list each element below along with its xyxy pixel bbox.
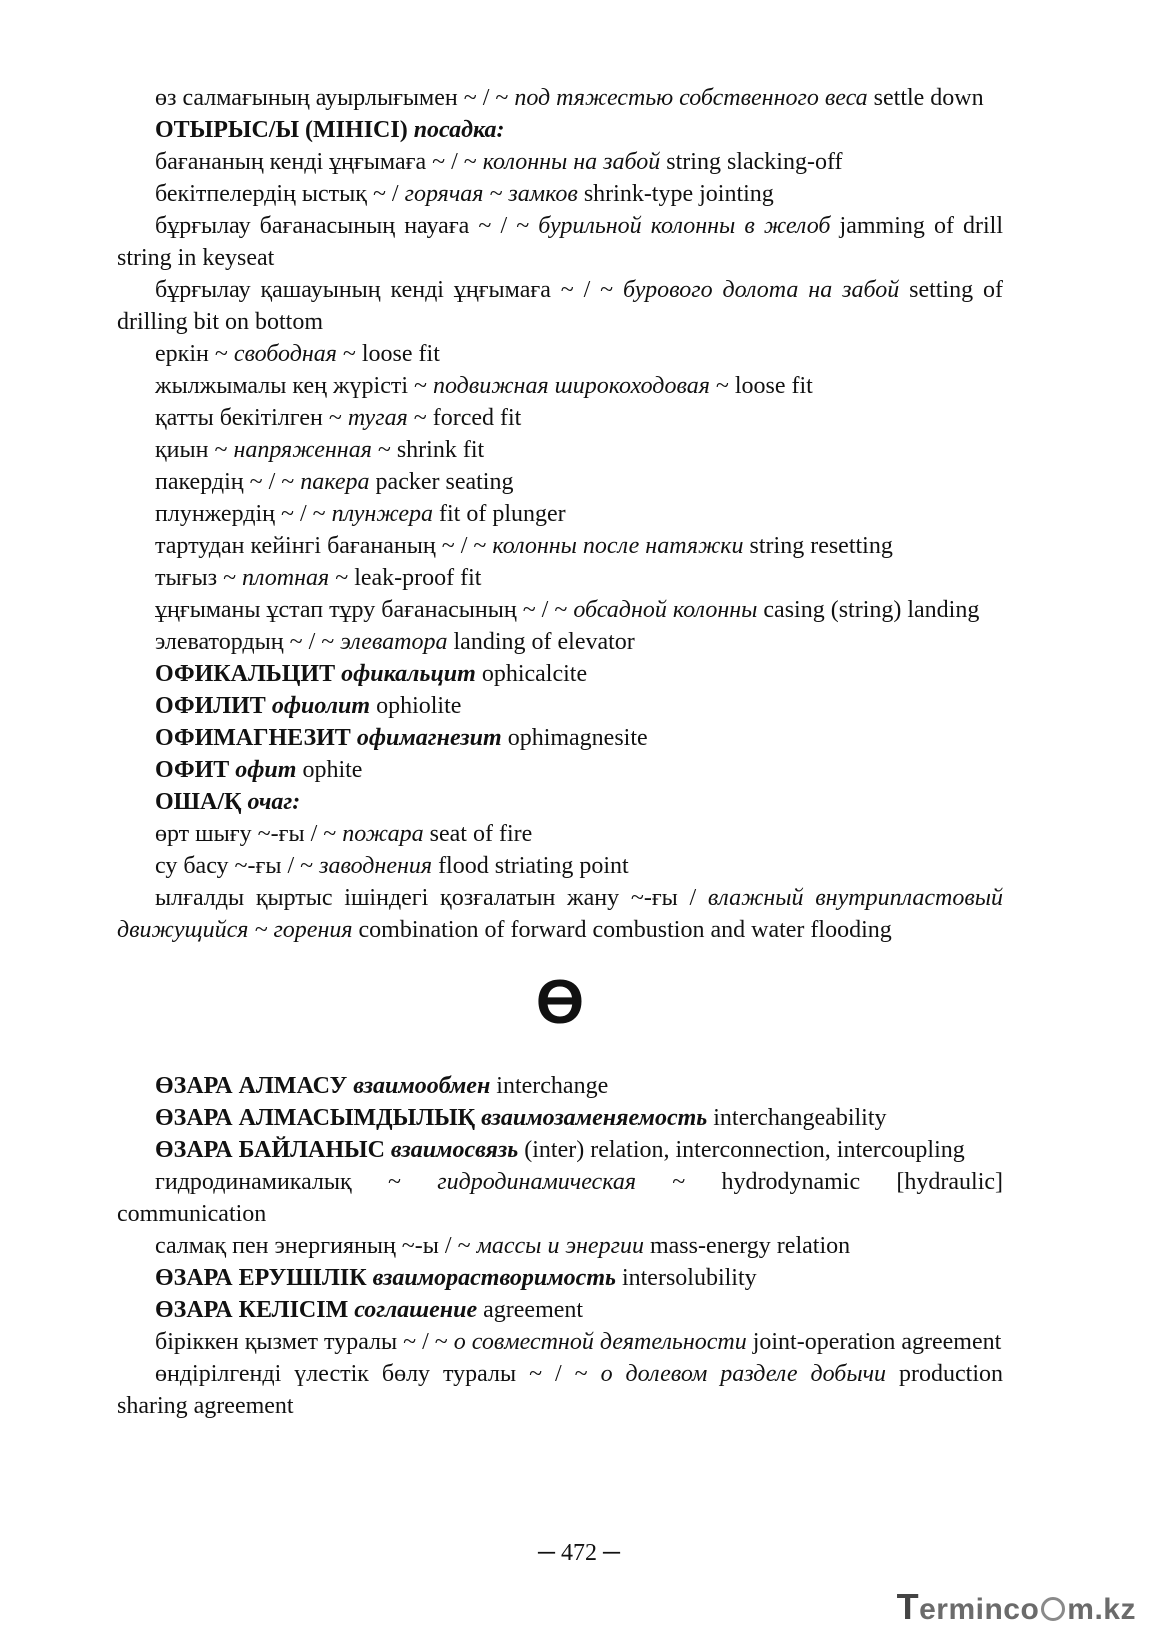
headword-entry: ОША/Қ очаг:: [155, 789, 301, 815]
entry: бұрғылау қашауының кенді ұңғымаға ~ / ~ бурового долота на забой setting of drilling bit on bottom: [117, 277, 1003, 335]
entry: салмақ пен энергияның ~-ы / ~ массы и энергии mass-energy relation: [155, 1233, 851, 1259]
magnifier-icon: [1041, 1597, 1065, 1621]
headword-entry: ӨЗАРА ЕРУШІЛІК взаиморастворимость intersolubility: [155, 1265, 757, 1291]
entry: біріккен қызмет туралы ~ / ~ о совместной деятельности joint-operation agreement: [155, 1329, 1002, 1355]
entry: ұңғыманы ұстап тұру бағанасының ~ / ~ обсадной колонны casing (string) landing: [155, 597, 980, 623]
headword-entry: ОФИЛИТ офиолит ophiolite: [155, 693, 462, 719]
entry: жылжымалы кең жүрісті ~ подвижная широкоходовая ~ loose fit: [155, 373, 813, 399]
entry: еркін ~ свободная ~ loose fit: [155, 341, 440, 367]
headword-entry: ОТЫРЫС/Ы (МІНІСІ) посадка:: [155, 117, 505, 143]
logo-text: ermincо: [919, 1593, 1040, 1626]
dictionary-content: [117, 82, 1003, 1422]
entry: бағананың кенді ұңғымаға ~ / ~ колонны на забой string slacking-off: [155, 149, 843, 175]
entry: гидродинамикалық ~ гидродинамическая ~ hydrodynamic [hydraulic] communication: [117, 1169, 1004, 1227]
entry: элеватордың ~ / ~ элеватора landing of elevator: [155, 629, 635, 655]
entry: тартудан кейінгі бағананың ~ / ~ колонны после натяжки string resetting: [155, 533, 893, 559]
headword-entry: ӨЗАРА БАЙЛАНЫС взаимосвязь (inter) relation, interconnection, intercoupling: [155, 1137, 965, 1163]
page-number: ─ 472 ─: [537, 1540, 620, 1566]
entry: қиын ~ напряженная ~ shrink fit: [155, 437, 485, 463]
headword-entry: ОФИТ офит ophite: [155, 757, 363, 783]
headword-entry: ӨЗАРА КЕЛІСІМ соглашение agreement: [155, 1297, 584, 1323]
site-logo[interactable]: [897, 1586, 1136, 1628]
entry: қатты бекітілген ~ тугая ~ forced fit: [155, 405, 522, 431]
entry: пакердің ~ / ~ пакера packer seating: [155, 469, 514, 495]
logo-domain: m.kz: [1067, 1593, 1136, 1626]
logo-letter: T: [896, 1586, 920, 1627]
section-letter: Ө: [535, 968, 585, 1037]
headword-entry: ӨЗАРА АЛМАСЫМДЫЛЫҚ взаимозаменяемость interchangeability: [155, 1105, 887, 1131]
entry: өндірілгенді үлестік бөлу туралы ~ / ~ о долевом разделе добычи production sharing agreement: [117, 1361, 1003, 1419]
entry: бекітпелердің ыстық ~ / горячая ~ замков shrink-type jointing: [155, 181, 774, 207]
entry: ылғалды қыртыс ішіндегі қозғалатын жану ~-ғы / влажный внутрипластовый движущийся ~ горения combination of forward combustion and water flooding: [117, 885, 1003, 943]
entry: плунжердің ~ / ~ плунжера fit of plunger: [155, 501, 566, 527]
headword-entry: ОФИМАГНЕЗИТ офимагнезит ophimagnesite: [155, 725, 648, 751]
headword-entry: ОФИКАЛЬЦИТ офикальцит ophicalcite: [155, 661, 588, 687]
headword-entry: ӨЗАРА АЛМАСУ взаимообмен interchange: [155, 1073, 609, 1099]
entry: бұрғылау бағанасының науаға ~ / ~ бурильной колонны в желоб jamming of drill string in keyseat: [117, 213, 1004, 271]
entry: өрт шығу ~-ғы / ~ пожара seat of fire: [155, 821, 533, 847]
entry: су басу ~-ғы / ~ заводнения flood striating point: [155, 853, 629, 879]
entry: өз салмағының ауырлығымен ~ / ~ под тяжестью собственного веса settle down: [155, 85, 984, 111]
entry: тығыз ~ плотная ~ leak-proof fit: [155, 565, 482, 591]
